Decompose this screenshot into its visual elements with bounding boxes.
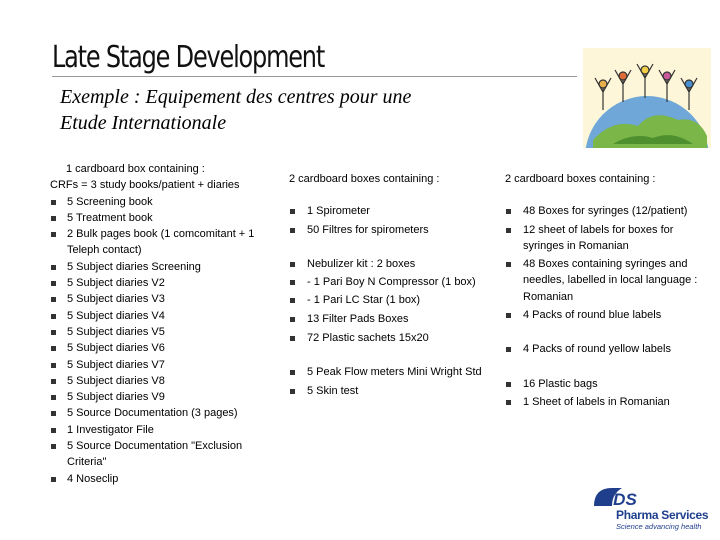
- list-item: 5 Source Documentation (3 pages): [50, 405, 275, 421]
- list-item: 48 Boxes containing syringes and needles, labelled in local language : Romanian: [505, 256, 705, 305]
- list-item: 1 Sheet of labels in Romanian: [505, 394, 705, 410]
- column-crf-contents: [50, 161, 275, 487]
- column2-list: [289, 203, 489, 399]
- list-item: 5 Subject diaries V5: [50, 324, 275, 340]
- list-item: 4 Packs of round blue labels: [505, 307, 705, 323]
- list-item: 2 Bulk pages book (1 comcomitant + 1 Teleph contact): [50, 226, 275, 259]
- column3-list: [505, 203, 705, 410]
- svg-text:MDS: MDS: [599, 490, 637, 509]
- slide-header-title: Late Stage Development: [52, 40, 325, 75]
- list-item: 5 Treatment book: [50, 210, 275, 226]
- list-item: - 1 Pari Boy N Compressor (1 box): [289, 274, 489, 290]
- column1-intro-line1: 1 cardboard box containing :: [66, 163, 205, 175]
- mds-logo-line1: Pharma Services: [616, 508, 709, 522]
- list-item: 5 Subject diaries Screening: [50, 259, 275, 275]
- column1-list: [50, 194, 275, 487]
- list-item: 5 Subject diaries V8: [50, 373, 275, 389]
- list-item: 5 Subject diaries V9: [50, 389, 275, 405]
- list-item: 5 Screening book: [50, 194, 275, 210]
- column-syringe-contents: [505, 171, 705, 410]
- list-item: 48 Boxes for syringes (12/patient): [505, 203, 705, 219]
- list-item: 1 Spirometer: [289, 203, 489, 219]
- list-item: 1 Investigator File: [50, 422, 275, 438]
- list-item: 5 Source Documentation "Exclusion Criteria": [50, 438, 275, 471]
- slide-subtitle: [60, 84, 540, 136]
- list-item: Nebulizer kit : 2 boxes: [289, 256, 489, 272]
- list-item: - 1 Pari LC Star (1 box): [289, 292, 489, 308]
- list-item: 16 Plastic bags: [505, 376, 705, 392]
- column3-heading: 2 cardboard boxes containing :: [505, 173, 656, 185]
- list-item: 5 Skin test: [289, 383, 489, 399]
- list-item: 5 Subject diaries V6: [50, 340, 275, 356]
- column-spirometry-contents: [289, 171, 489, 399]
- header-divider: [52, 76, 577, 77]
- column1-intro-line2: CRFs = 3 study books/patient + diaries: [50, 179, 240, 192]
- subtitle-line-2: Etude Internationale: [60, 112, 227, 134]
- list-item: 13 Filter Pads Boxes: [289, 311, 489, 327]
- globe-people-illustration: [583, 48, 711, 148]
- subtitle-line-1: Exemple : Equipement des centres pour une: [60, 86, 412, 108]
- mds-wordmark-graphic: [594, 488, 637, 509]
- list-item: 5 Subject diaries V7: [50, 357, 275, 373]
- list-item: 5 Peak Flow meters Mini Wright Std: [289, 364, 489, 380]
- list-item: 5 Subject diaries V3: [50, 291, 275, 307]
- list-item: 50 Filtres for spirometers: [289, 222, 489, 238]
- column2-heading: 2 cardboard boxes containing :: [289, 173, 440, 185]
- list-item: 4 Packs of round yellow labels: [505, 341, 705, 357]
- mds-logo-tagline: Science advancing health: [616, 522, 702, 531]
- list-item: 5 Subject diaries V4: [50, 308, 275, 324]
- list-item: 5 Subject diaries V2: [50, 275, 275, 291]
- list-item: 72 Plastic sachets 15x20: [289, 330, 489, 346]
- list-item: 12 sheet of labels for boxes for syringes in Romanian: [505, 222, 705, 255]
- list-item: 4 Noseclip: [50, 471, 275, 487]
